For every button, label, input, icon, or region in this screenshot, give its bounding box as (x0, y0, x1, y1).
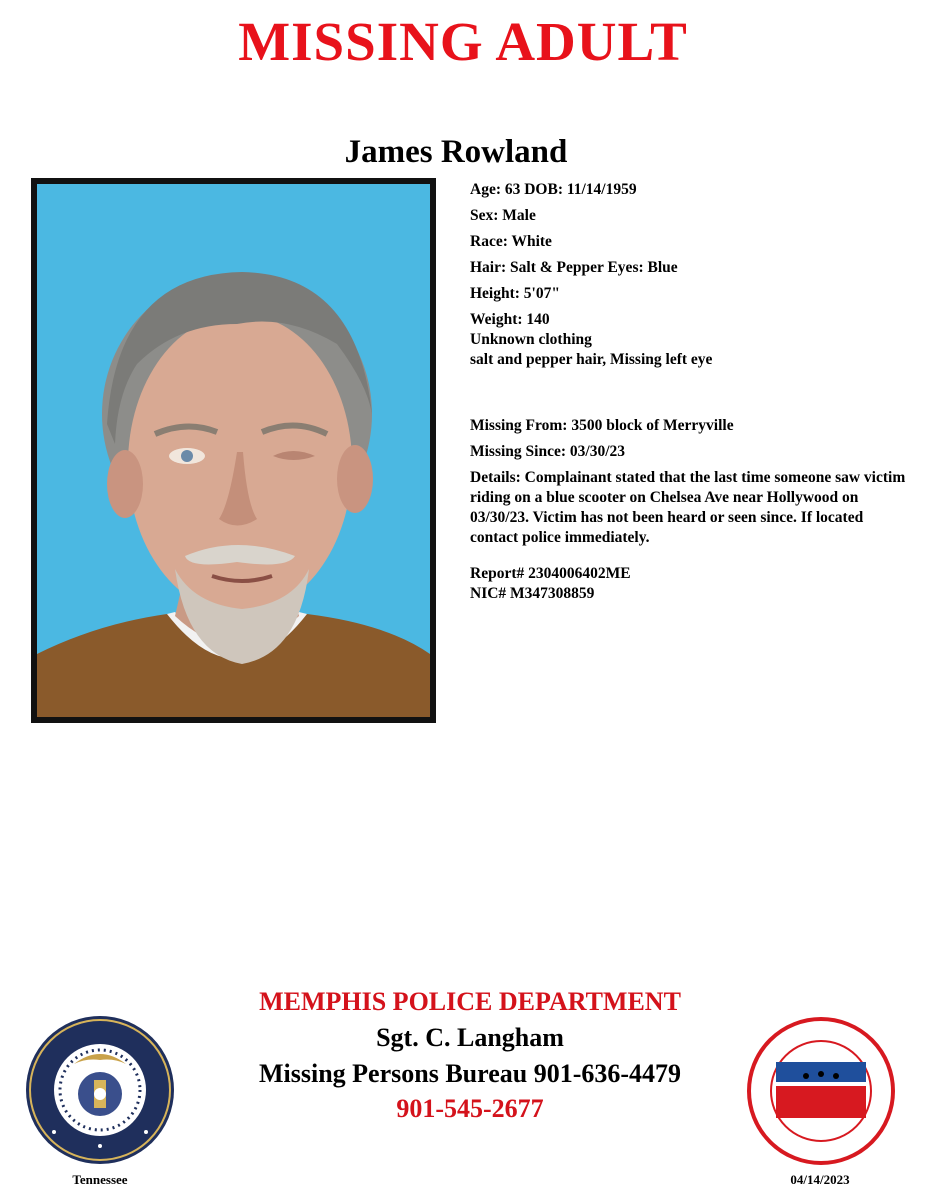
police-seal-icon (24, 1014, 176, 1166)
poster-headline: MISSING ADULT (238, 11, 688, 72)
distinguishing-features: salt and pepper hair, Missing left eye (470, 351, 713, 368)
missing-from: Missing From: 3500 block of Merryville (470, 417, 734, 434)
locater-logo-icon (746, 1016, 896, 1166)
nic-number: NIC# M347308859 (470, 585, 595, 602)
details-panel (470, 180, 910, 604)
person-photo (31, 178, 436, 723)
missing-since: Missing Since: 03/30/23 (470, 443, 626, 460)
poster-date: 04/14/2023 (790, 1172, 850, 1187)
alternate-phone: 901-545-2677 (396, 1094, 544, 1123)
age-dob: Age: 63 DOB: 11/14/1959 (470, 181, 637, 198)
department-name: MEMPHIS POLICE DEPARTMENT (259, 987, 681, 1016)
bureau-phone: Missing Persons Bureau 901-636-4479 (258, 1059, 682, 1088)
hair-eyes: Hair: Salt & Pepper Eyes: Blue (470, 259, 678, 276)
person-portrait-image (37, 184, 430, 717)
sex: Sex: Male (470, 207, 536, 224)
officer-name: Sgt. C. Langham (376, 1023, 564, 1052)
race: Race: White (470, 233, 552, 250)
report-number: Report# 2304006402ME (470, 565, 631, 582)
case-details: Details: Complainant stated that the last time someone saw victim riding on a blue scooter on Chelsea Ave near Hollywood on 03/30/23. Victim has not been heard or seen since. If located contact police immediately. (470, 469, 906, 546)
weight: Weight: 140 (470, 311, 550, 328)
seal-state: Tennessee (72, 1172, 128, 1187)
clothing: Unknown clothing (470, 331, 592, 348)
person-name: James Rowland (344, 134, 568, 170)
height: Height: 5'07" (470, 285, 560, 302)
